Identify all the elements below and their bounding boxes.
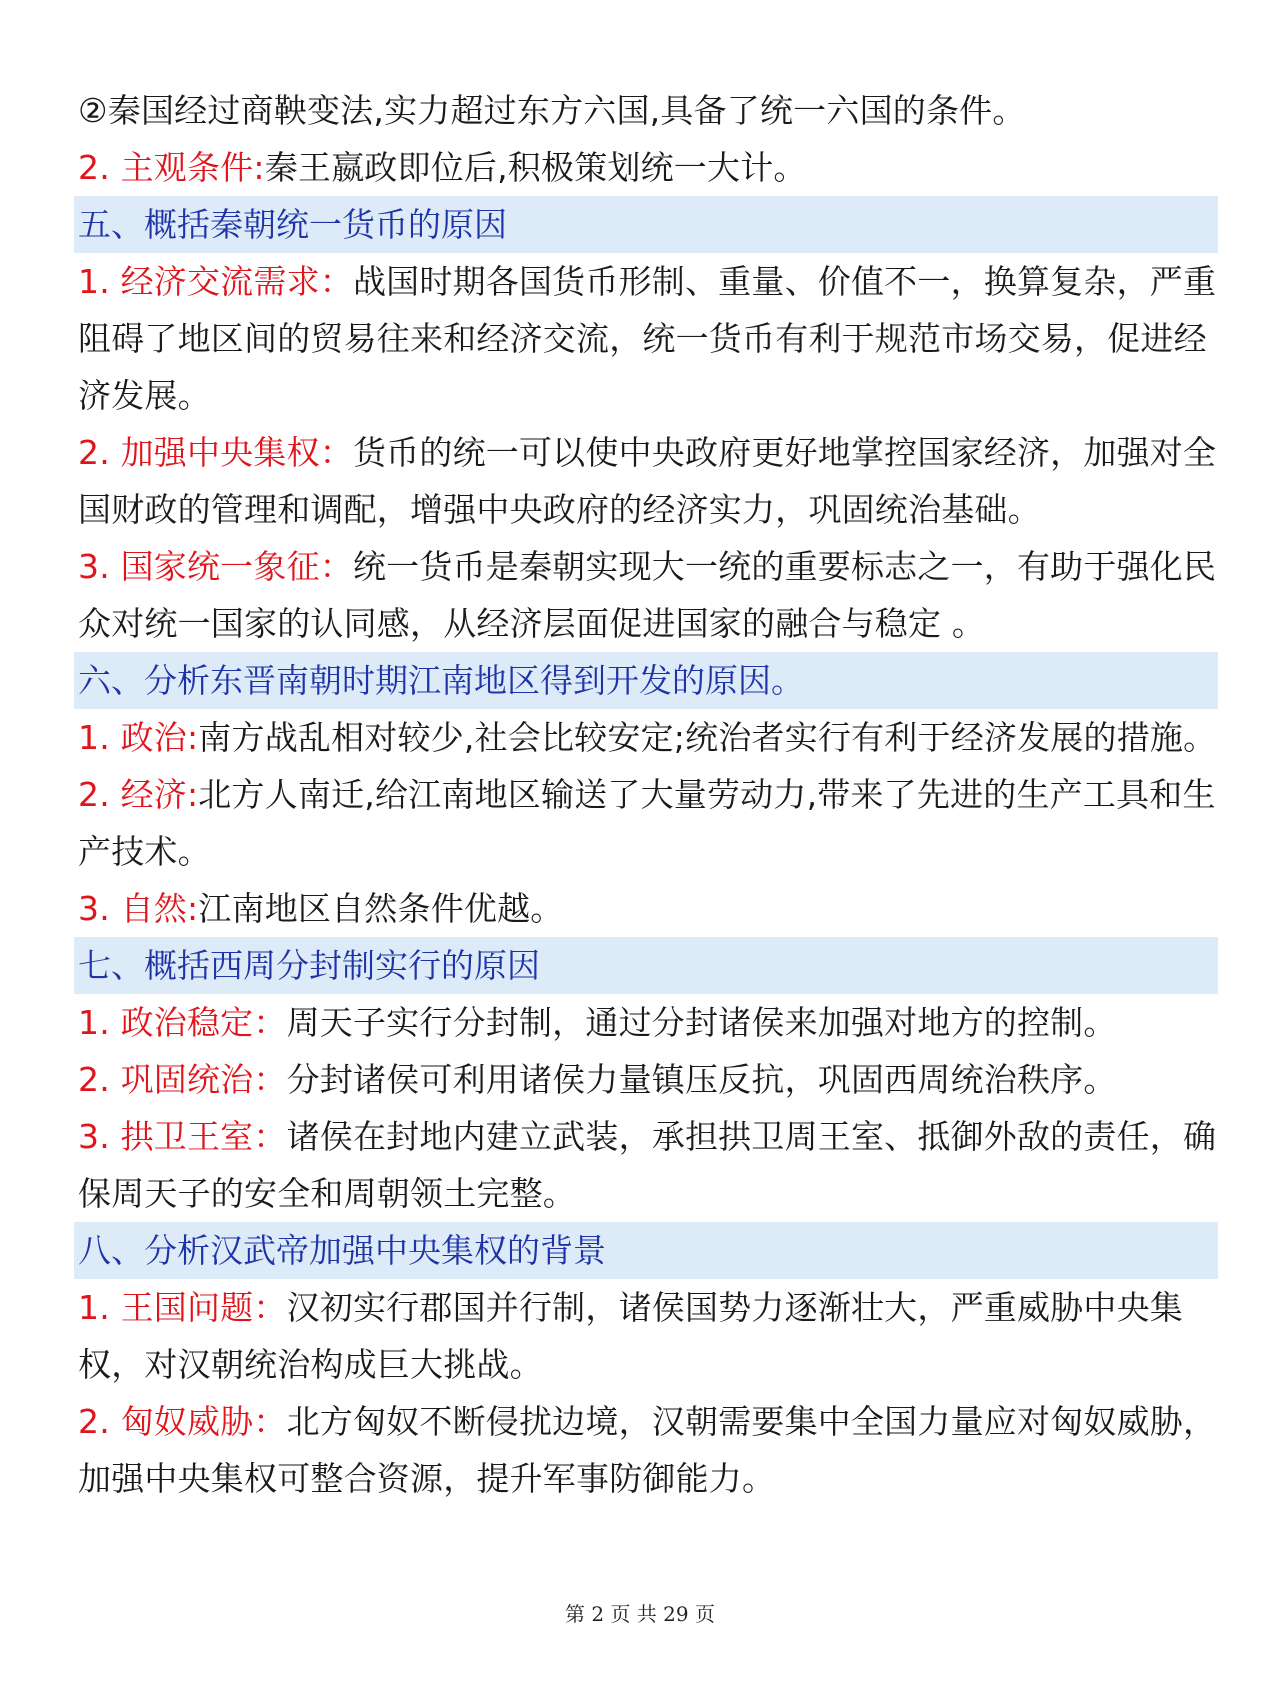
list-item (78, 1051, 1218, 1108)
list-item (78, 880, 1218, 937)
item-text: ②秦国经过商鞅变法,实力超过东方六国,具备了统一六国的条件。 (78, 91, 1026, 130)
item-label-text: 经济交流需求： (120, 262, 353, 301)
list-item (78, 253, 1218, 424)
item-label (78, 1117, 287, 1156)
section-heading: 八、分析汉武帝加强中央集权的背景 (74, 1222, 1218, 1279)
item-label (78, 1402, 287, 1441)
item-text: 统一货币是秦朝实现大一统的重要标志之一，有助于强化民众对统一国家的认同感，从经济层面促进国家的融合与稳定 。 (78, 547, 1217, 643)
item-text: 战国时期各国货币形制、重量、价值不一，换算复杂，严重阻碍了地区间的贸易往来和经济交流，统一货币有利于规范市场交易，促进经济发展。 (78, 262, 1217, 415)
item-label-text: 政治稳定： (120, 1003, 287, 1042)
page-footer: 第 2 页 共 29 页 (565, 1602, 715, 1626)
list-item (78, 1393, 1218, 1507)
item-label-text: 国家统一象征： (120, 547, 353, 586)
item-text: 货币的统一可以使中央政府更好地掌控国家经济，加强对全国财政的管理和调配，增强中央政府的经济实力，巩固统治基础。 (78, 433, 1217, 529)
item-label-text: 政治: (120, 718, 199, 757)
section-heading: 七、概括西周分封制实行的原因 (74, 937, 1218, 994)
item-text: 北方匈奴不断侵扰边境，汉朝需要集中全国力量应对匈奴威胁，加强中央集权可整合资源，提升军事防御能力。 (78, 1402, 1217, 1498)
item-label-text: 自然: (120, 889, 199, 928)
item-label (78, 1003, 287, 1042)
list-item (78, 1108, 1218, 1222)
item-number: 1. (78, 1288, 121, 1327)
list-item (78, 1279, 1218, 1393)
item-label (78, 1060, 287, 1099)
item-label (78, 433, 353, 472)
item-label (78, 262, 353, 301)
item-text: 南方战乱相对较少,社会比较安定;统治者实行有利于经济发展的措施。 (198, 718, 1217, 757)
item-text: 汉初实行郡国并行制，诸侯国势力逐渐壮大，严重威胁中央集权，对汉朝统治构成巨大挑战。 (78, 1288, 1183, 1384)
item-number: 3. (78, 547, 121, 586)
list-item (78, 139, 1218, 196)
item-text: 诸侯在封地内建立武装，承担拱卫周王室、抵御外敌的责任，确保周天子的安全和周朝领土完整。 (78, 1117, 1217, 1213)
document-content (78, 82, 1218, 1507)
item-label-text: 加强中央集权： (120, 433, 353, 472)
list-item (78, 994, 1218, 1051)
list-item (78, 709, 1218, 766)
item-label (78, 775, 198, 814)
list-item (78, 538, 1218, 652)
item-label-text: 王国问题： (120, 1288, 287, 1327)
item-label (78, 889, 198, 928)
item-text: 周天子实行分封制，通过分封诸侯来加强对地方的控制。 (286, 1003, 1117, 1042)
item-label-text: 拱卫王室： (120, 1117, 287, 1156)
item-number: 1. (78, 1003, 121, 1042)
item-number: 2. (78, 775, 121, 814)
item-text: 分封诸侯可利用诸侯力量镇压反抗，巩固西周统治秩序。 (286, 1060, 1117, 1099)
item-label-text: 巩固统治： (120, 1060, 287, 1099)
item-number: 2. (78, 1060, 121, 1099)
item-label (78, 1288, 287, 1327)
item-label-text: 匈奴威胁： (120, 1402, 287, 1441)
item-number: 2. (78, 1402, 121, 1441)
item-label (78, 148, 265, 187)
item-number: 3. (78, 1117, 121, 1156)
item-label (78, 718, 198, 757)
item-text: 江南地区自然条件优越。 (198, 889, 564, 928)
item-number: 2. (78, 148, 121, 187)
item-number: 3. (78, 889, 121, 928)
item-label-text: 经济: (120, 775, 199, 814)
item-number: 2. (78, 433, 121, 472)
section-heading: 六、分析东晋南朝时期江南地区得到开发的原因。 (74, 652, 1218, 709)
item-text: 北方人南迁,给江南地区输送了大量劳动力,带来了先进的生产工具和生产技术。 (78, 775, 1216, 871)
list-item (78, 766, 1218, 880)
item-number: 1. (78, 718, 121, 757)
list-item (78, 424, 1218, 538)
item-label (78, 547, 353, 586)
item-number: 1. (78, 262, 121, 301)
list-item (78, 82, 1218, 139)
item-text: 秦王嬴政即位后,积极策划统一大计。 (264, 148, 807, 187)
item-label-text: 主观条件: (120, 148, 265, 187)
section-heading: 五、概括秦朝统一货币的原因 (74, 196, 1218, 253)
